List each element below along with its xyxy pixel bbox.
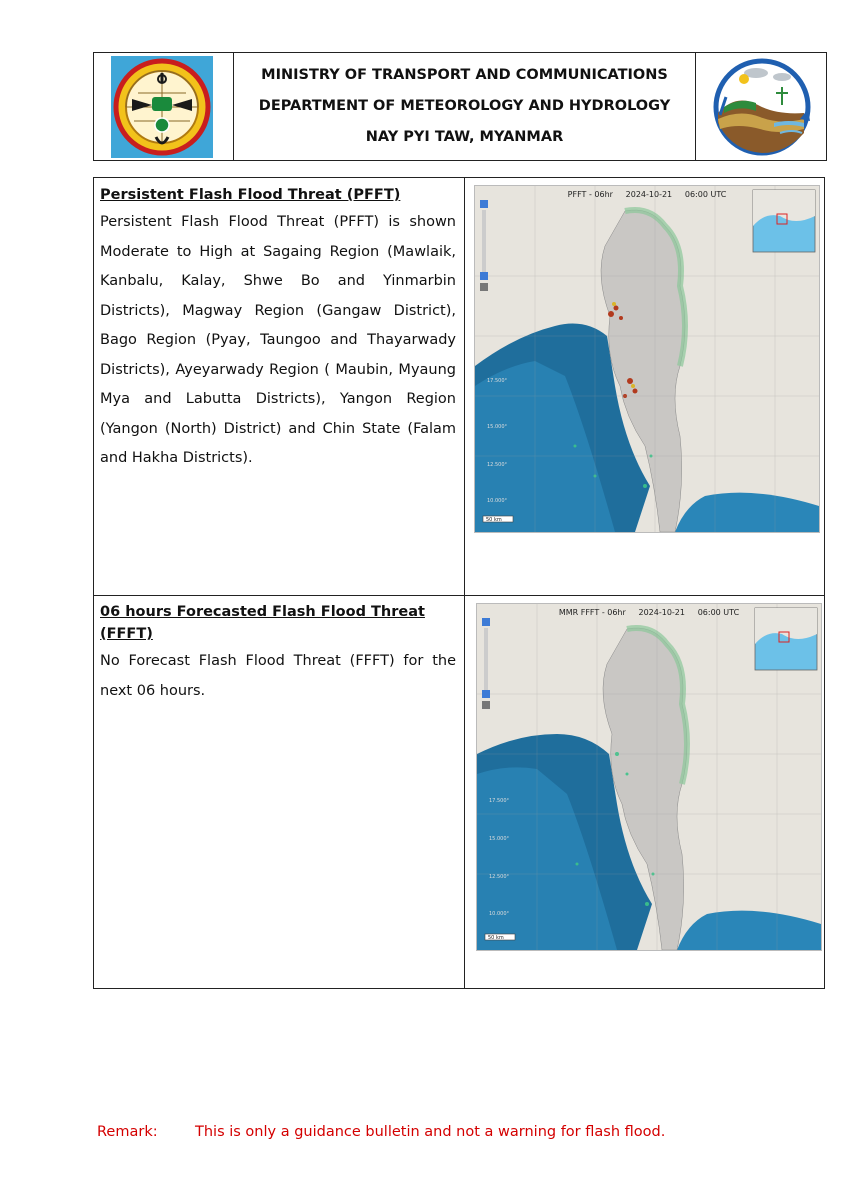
ffft-text-cell — [100, 601, 456, 706]
ffft-description: No Forecast Flash Flood Threat (FFFT) for the next 06 hours. — [100, 653, 456, 699]
pfft-lat-label: 15.000° — [487, 424, 507, 430]
location-name: NAY PYI TAW, MYANMAR — [365, 129, 564, 145]
ffft-title: 06 hours Forecasted Flash Flood Threat (FFFT) — [100, 604, 425, 642]
pfft-scale-label: 50 km — [486, 517, 502, 523]
pfft-map — [474, 185, 820, 533]
department-logo-cell — [695, 53, 826, 160]
pfft-text-cell — [100, 184, 456, 474]
ffft-lat-label: 15.000° — [489, 836, 509, 842]
ffft-map — [476, 603, 822, 951]
pfft-lat-label: 12.500° — [487, 462, 507, 468]
pfft-lat-label: 17.500° — [487, 378, 507, 384]
bulletin-table — [93, 177, 825, 989]
header-titles — [233, 53, 696, 160]
ministry-emblem-logo — [94, 53, 233, 160]
remark-line — [97, 1124, 665, 1140]
header-table — [93, 52, 827, 161]
hydrology-cycle-logo — [696, 53, 826, 160]
ffft-lat-label: 12.500° — [489, 874, 509, 880]
pfft-map-graphic — [475, 186, 819, 532]
pfft-title: Persistent Flash Flood Threat (PFFT) — [100, 187, 401, 203]
pfft-lat-label: 10.000° — [487, 498, 507, 504]
remark-text: This is only a guidance bulletin and not a warning for flash flood. — [195, 1124, 666, 1140]
ministry-name: MINISTRY OF TRANSPORT AND COMMUNICATIONS — [261, 67, 668, 83]
ministry-logo-cell — [94, 53, 234, 160]
ffft-map-title: MMR FFFT - 06hr 2024-10-21 06:00 UTC — [558, 608, 740, 617]
ffft-lat-label: 10.000° — [489, 911, 509, 917]
table-column-divider — [464, 178, 465, 988]
ffft-lat-label: 17.500° — [489, 798, 509, 804]
ffft-map-graphic — [477, 604, 821, 950]
pfft-map-title: PFFT - 06hr 2024-10-21 06:00 UTC — [567, 190, 727, 199]
pfft-description: Persistent Flash Flood Threat (PFFT) is shown Moderate to High at Sagaing Region (Mawlaik, Kanbalu, Kalay, Shwe Bo and Yinmarbin Districts), Magway Region (Gangaw District), Bago Region (Pyay, Taungoo and Thayarwady Districts), Ayeyarwady Region ( Maubin, Myaung Mya and Labutta Districts), Yangon Region (Yangon (North) District) and Chin State (Falam and Hakha Districts). — [100, 214, 456, 466]
department-name: DEPARTMENT OF METEOROLOGY AND HYDROLOGY — [258, 98, 671, 114]
remark-label: Remark: — [97, 1124, 158, 1140]
table-row-divider — [94, 595, 824, 596]
ffft-scale-label: 50 km — [488, 935, 504, 941]
